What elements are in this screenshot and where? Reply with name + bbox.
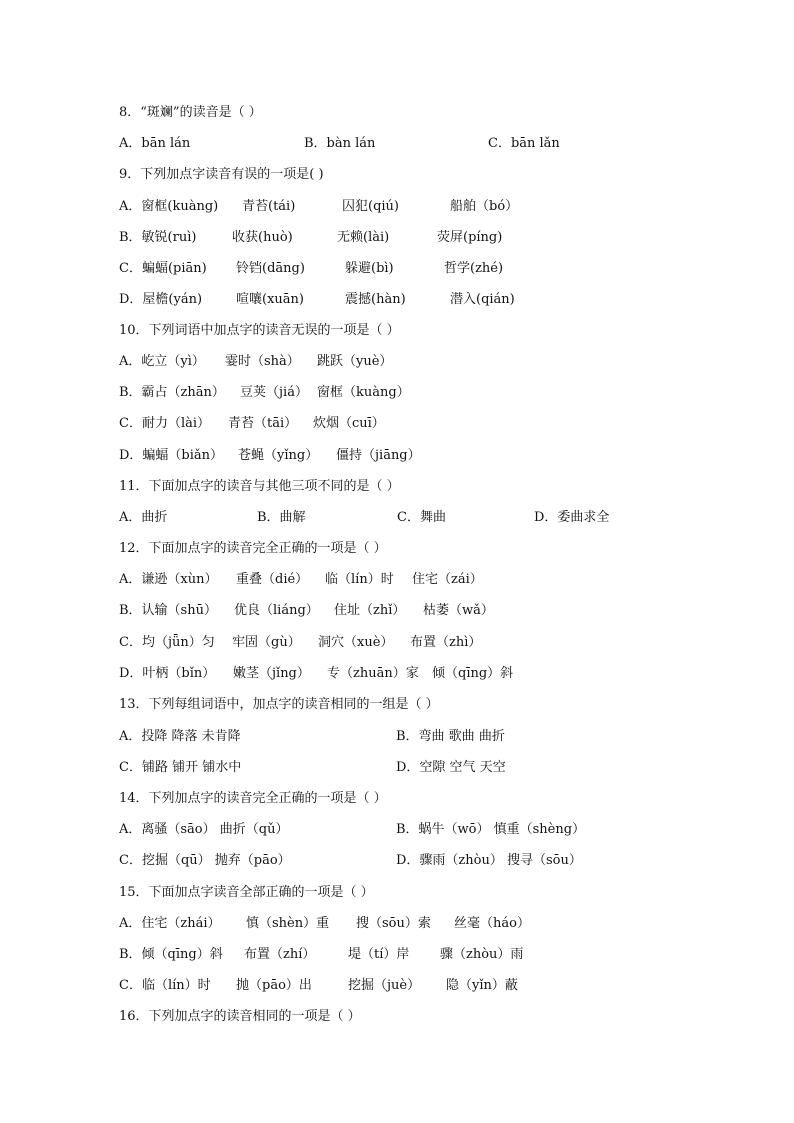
option-d: D．空隙 空气 天空: [396, 760, 506, 775]
word: 僵持（jiāng）: [336, 448, 421, 463]
option-b: B．蜗牛（wō） 慎重（shèng）: [396, 822, 586, 837]
word: 囚犯(qiú): [342, 199, 399, 214]
option-c: C．舞曲: [397, 510, 446, 525]
word: A．住宅（zhái）: [119, 916, 221, 931]
word: 抛（pāo）出: [236, 978, 312, 993]
option-a: A．曲折: [119, 510, 168, 525]
word: 倾（qīng）斜: [432, 666, 514, 681]
word: 洞穴（xuè）: [318, 635, 394, 650]
word: A．谦逊（xùn）: [119, 572, 218, 587]
word: 住址（zhǐ）: [334, 603, 406, 618]
option-b: B．bàn lán: [304, 136, 376, 151]
word: 慎（shèn）重: [246, 916, 330, 931]
question-15-stem: 15．下面加点字读音全部正确的一项是（ ）: [119, 885, 374, 900]
word: 住宅（zái）: [412, 572, 483, 587]
word: B．倾（qīng）斜: [119, 947, 223, 962]
word: 专（zhuān）家: [327, 666, 419, 681]
word: A．屹立（yì）: [119, 354, 205, 369]
word: 嫩茎（jǐng）: [233, 666, 310, 681]
word: 潜入(qián): [450, 292, 515, 307]
word: 喧嚷(xuān): [236, 292, 304, 307]
option-c: C．bān lǎn: [488, 136, 560, 151]
word: 船舶（bó）: [450, 199, 519, 214]
word: 荧屏(píng): [437, 230, 503, 245]
word: 青苔(tái): [242, 199, 296, 214]
word: C．均（jǖn）匀: [119, 635, 215, 650]
word: 隐（yǐn）蔽: [446, 978, 518, 993]
word: D．叶柄（bǐn）: [119, 666, 216, 681]
word: C．耐力（lài）: [119, 416, 211, 431]
question-14-stem: 14．下列加点字的读音完全正确的一项是（ ）: [119, 791, 387, 806]
word: 丝毫（háo）: [454, 916, 530, 931]
question-11-stem: 11．下面加点字的读音与其他三项不同的是（ ）: [119, 479, 400, 494]
option-d: D．委曲求全: [534, 510, 610, 525]
word: 布置（zhí）: [244, 947, 316, 962]
word: 苍蝇（yǐng）: [238, 448, 319, 463]
question-12-stem: 12．下面加点字的读音完全正确的一项是（ ）: [119, 541, 387, 556]
word: 躲避(bì): [345, 261, 394, 276]
question-16-stem: 16．下列加点字的读音相同的一项是（ ）: [119, 1009, 361, 1024]
word: B．霸占（zhān）: [119, 385, 225, 400]
word: 豆荚（jiá）: [240, 385, 308, 400]
word: 铃铛(dāng): [236, 261, 305, 276]
word: 无赖(lài): [337, 230, 390, 245]
word: 挖掘（juè）: [348, 978, 421, 993]
word: B．敏锐(ruì): [119, 230, 197, 245]
word: 骤（zhòu）雨: [440, 947, 524, 962]
option-a: A．投降 降落 未肯降: [119, 729, 241, 744]
word: 跳跃（yuè）: [317, 354, 393, 369]
word: 青苔（tāi）: [228, 416, 298, 431]
question-13-stem: 13．下列每组词语中，加点字的读音相同的一组是（ ）: [119, 697, 439, 712]
word: 窗框（kuàng）: [317, 385, 410, 400]
word: D．蝙蝠（biǎn）: [119, 448, 224, 463]
option-d: D．骤雨（zhòu） 搜寻（sōu）: [396, 853, 582, 868]
word: 临（lín）时: [325, 572, 394, 587]
question-8-stem: 8．“斑斓”的读音是（ ）: [119, 105, 262, 120]
word: C．临（lín）时: [119, 978, 211, 993]
word: 收获(huò): [232, 230, 293, 245]
word: 牢固（gù）: [232, 635, 301, 650]
option-c: C．挖掘（qū） 抛弃（pāo）: [119, 853, 291, 868]
word: 枯萎（wǎ）: [423, 603, 494, 618]
question-10-stem: 10．下列词语中加点字的读音无误的一项是（ ）: [119, 323, 400, 338]
word: 堤（tí）岸: [348, 947, 410, 962]
option-a: A．离骚（sāo） 曲折（qǔ）: [119, 822, 289, 837]
word: C．蝙蝠(piān): [119, 261, 207, 276]
option-a: A．bān lán: [119, 136, 191, 151]
word: 哲学(zhé): [444, 261, 504, 276]
word: 重叠（dié）: [236, 572, 309, 587]
word: 搜（sōu）索: [356, 916, 431, 931]
option-b: B．曲解: [257, 510, 306, 525]
word: 布置（zhì）: [410, 635, 482, 650]
word: 震撼(hàn): [345, 292, 406, 307]
word: A．窗框(kuàng): [119, 199, 219, 214]
word: 炊烟（cuī）: [313, 416, 385, 431]
option-b: B．弯曲 歌曲 曲折: [396, 729, 505, 744]
word: B．认输（shū）: [119, 603, 217, 618]
question-9-stem: 9．下列加点字读音有误的一项是( ): [119, 167, 324, 182]
word: D．屋檐(yán): [119, 292, 203, 307]
word: 优良（liáng）: [234, 603, 319, 618]
word: 霎时（shà）: [225, 354, 300, 369]
option-c: C．铺路 铺开 铺水中: [119, 760, 242, 775]
